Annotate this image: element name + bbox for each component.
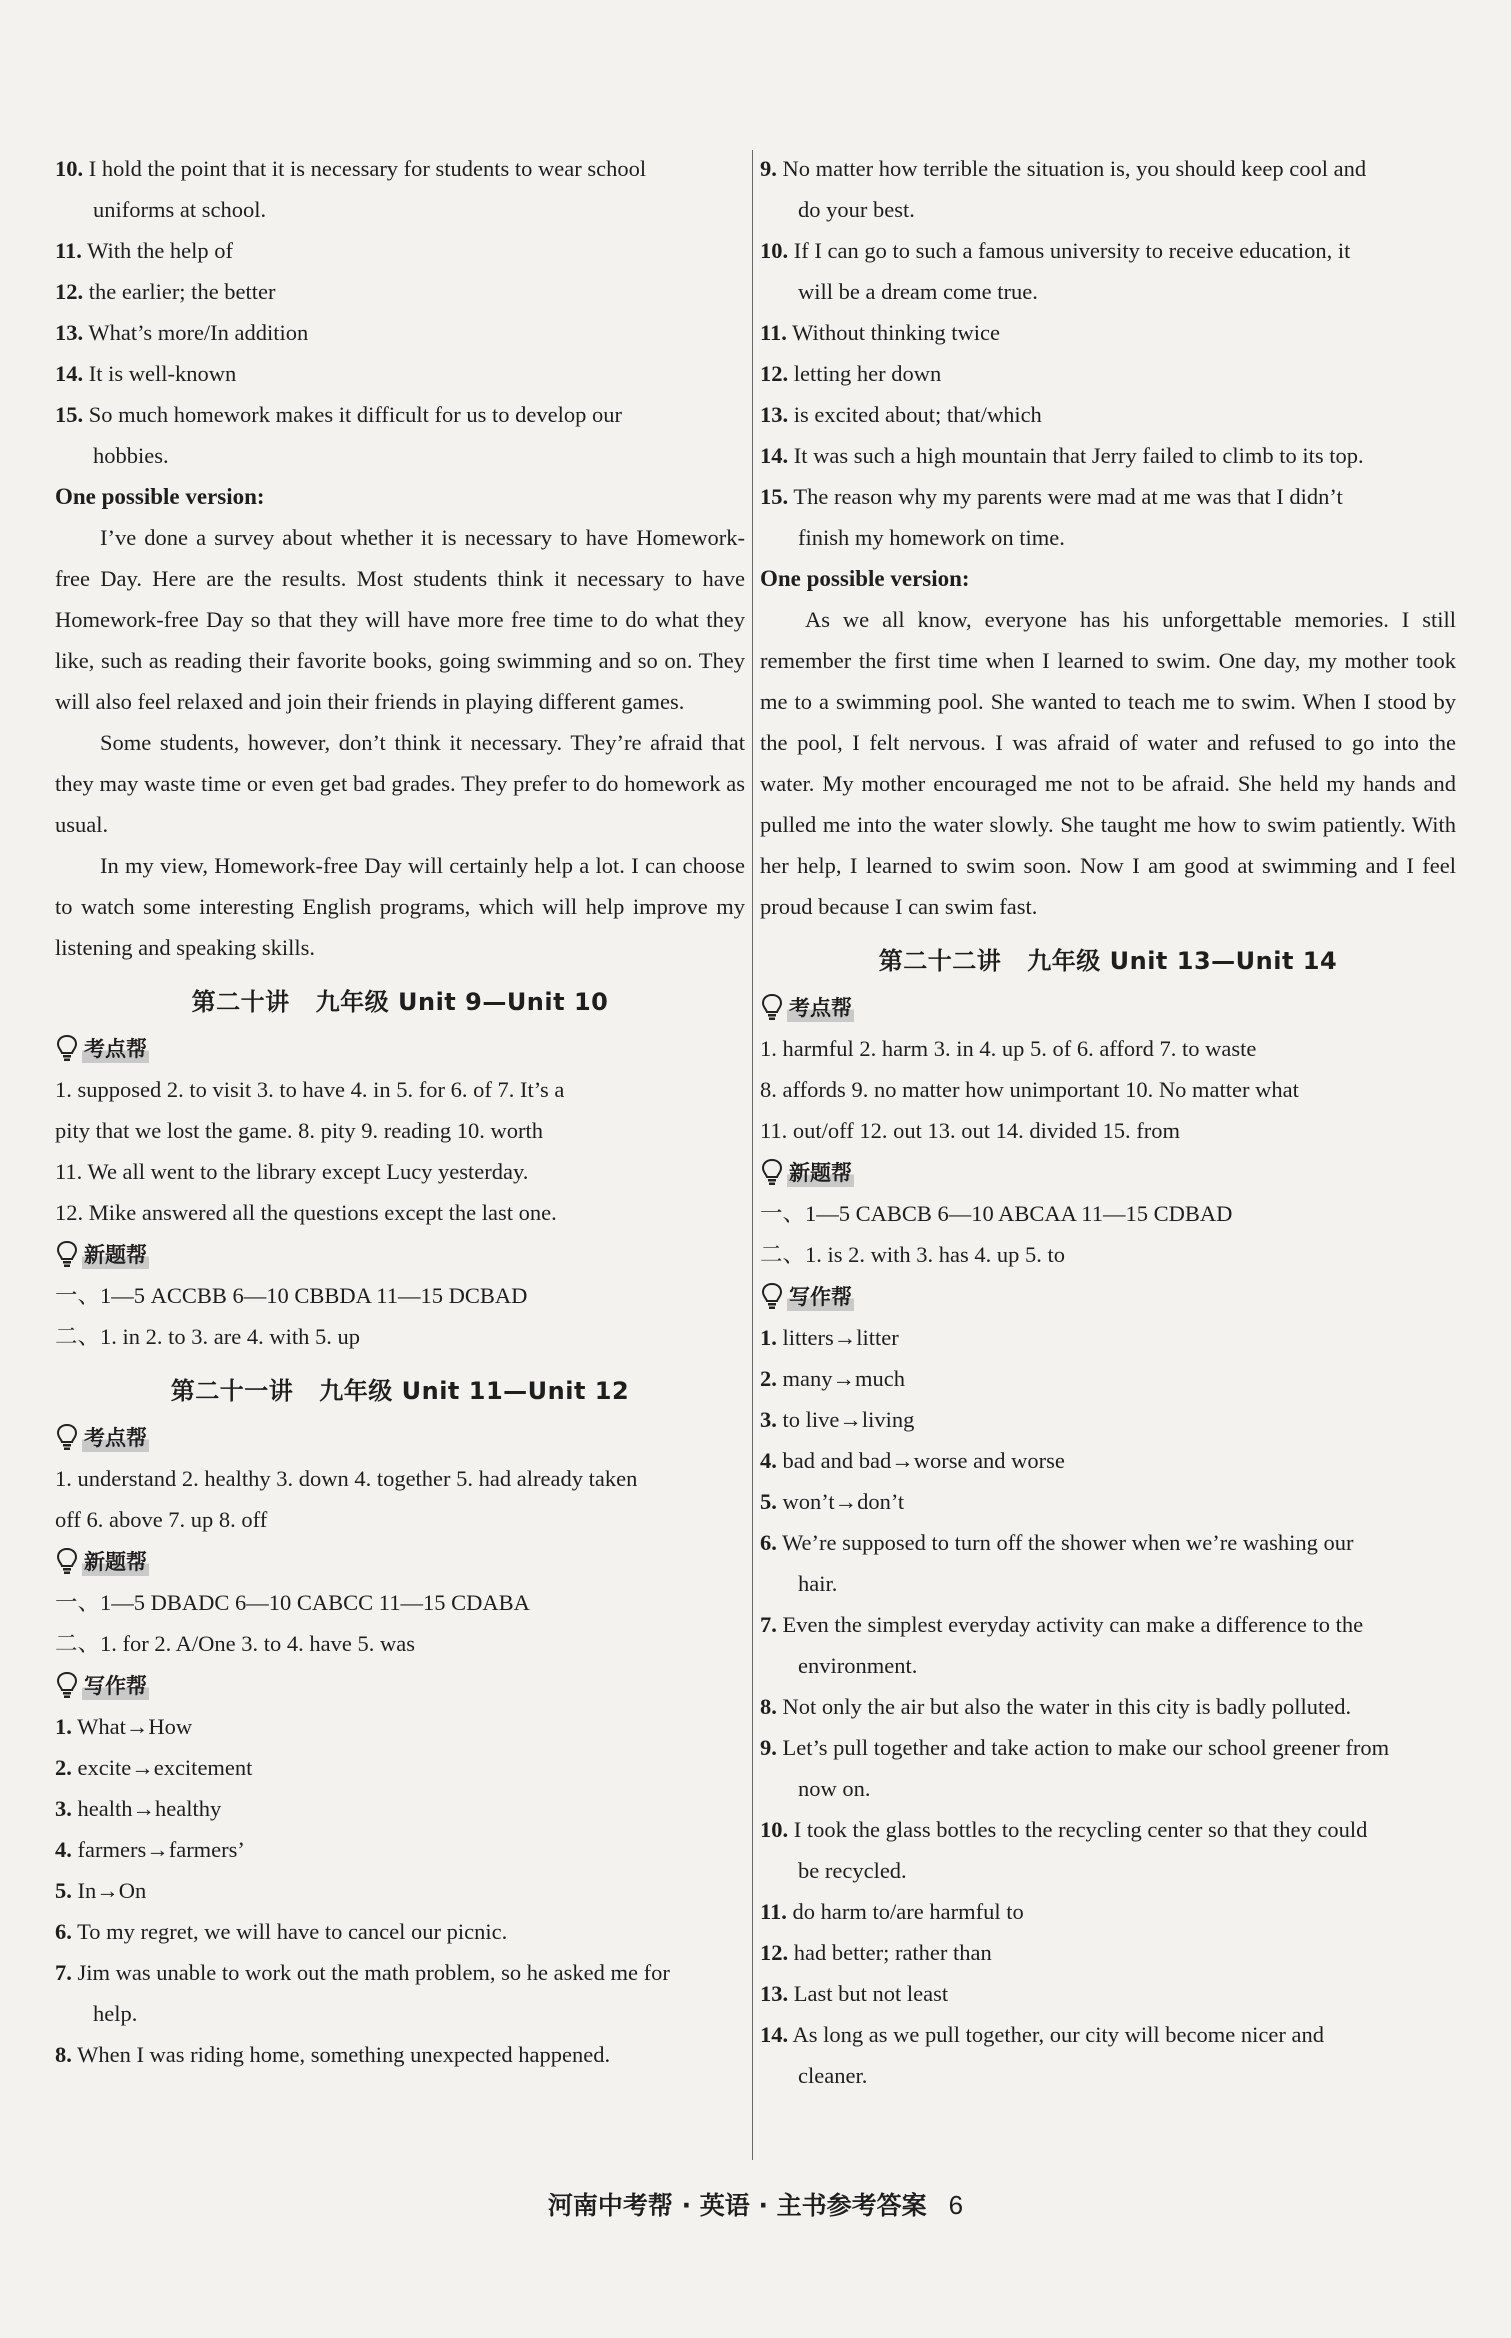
list-item	[55, 1829, 745, 1870]
tag-label: 考点帮	[82, 1422, 149, 1452]
item-text: It was such a high mountain that Jerry failed to climb to its top.	[793, 443, 1364, 468]
item-number: 10.	[760, 1817, 789, 1842]
answer-line: pity that we lost the game. 8. pity 9. reading 10. worth	[55, 1118, 544, 1143]
left-column	[55, 148, 745, 2075]
answer-line: 1. understand 2. healthy 3. down 4. together 5. had already taken	[55, 1466, 638, 1491]
list-item	[55, 312, 745, 353]
xiezuo-list	[760, 1317, 1456, 2096]
item-number: 14.	[760, 443, 789, 468]
item-continuation: now on.	[798, 1776, 871, 1801]
list-item	[55, 230, 745, 271]
item-continuation: will be a dream come true.	[798, 279, 1038, 304]
item-text: excite→excitement	[77, 1755, 253, 1780]
list-item	[760, 1891, 1456, 1932]
item-text: had better; rather than	[793, 1940, 992, 1965]
list-item	[760, 1973, 1456, 2014]
list-item	[55, 271, 745, 312]
item-number: 12.	[760, 1940, 789, 1965]
item-number: 6.	[55, 1919, 72, 1944]
lightbulb-icon	[55, 1547, 79, 1575]
item-continuation: finish my homework on time.	[798, 525, 1065, 550]
answer-line: 11. We all went to the library except Lucy yesterday.	[55, 1159, 529, 1184]
item-number: 12.	[760, 361, 789, 386]
item-number: 8.	[760, 1694, 777, 1719]
version-label: One possible version:	[760, 566, 970, 591]
xiezuo-list	[55, 1706, 745, 2075]
answer-line: 一、1—5 ACCBB 6—10 CBBDA 11—15 DCBAD	[55, 1283, 528, 1308]
item-number: 9.	[760, 156, 777, 181]
list-item	[760, 312, 1456, 353]
list-item	[55, 1952, 745, 1993]
item-text: In→On	[77, 1878, 147, 1903]
tag-label: 考点帮	[787, 992, 854, 1022]
item-text: bad and bad→worse and worse	[782, 1448, 1065, 1473]
list-item	[55, 1788, 745, 1829]
item-continuation: uniforms at school.	[93, 197, 267, 222]
item-continuation: be recycled.	[798, 1858, 907, 1883]
section-title	[55, 1371, 745, 1406]
answer-line: 8. affords 9. no matter how unimportant 10. No matter what	[760, 1077, 1299, 1102]
item-number: 4.	[55, 1837, 72, 1862]
page-number: 6	[948, 2190, 964, 2220]
list-item	[760, 1317, 1456, 1358]
item-text: Even the simplest everyday activity can make a difference to the	[782, 1612, 1364, 1637]
essay-paragraph: I’ve done a survey about whether it is necessary to have Homework-free Day. Here are the results. Most students think it necessary to have Homework-free Day so that they will have more free time to do what they like, such as reading their favorite books, going swimming and so on. They will also feel relaxed and join their friends in playing different games.	[55, 525, 745, 714]
list-item	[55, 394, 745, 435]
section-units: 九年级 Unit 11—Unit 12	[319, 1377, 630, 1405]
list-item	[760, 1399, 1456, 1440]
item-text: As long as we pull together, our city will become nicer and	[792, 2022, 1324, 2047]
tag-label: 考点帮	[82, 1033, 149, 1063]
answer-line: 二、1. in 2. to 3. are 4. with 5. up	[55, 1324, 360, 1349]
list-item	[760, 230, 1456, 271]
list-item	[760, 1358, 1456, 1399]
item-number: 14.	[760, 2022, 789, 2047]
items-list	[55, 148, 745, 476]
item-continuation: environment.	[798, 1653, 918, 1678]
item-text: If I can go to such a famous university to receive education, it	[793, 238, 1351, 263]
list-item	[55, 2034, 745, 2075]
item-number: 10.	[55, 156, 84, 181]
essay	[760, 599, 1456, 927]
list-item	[55, 353, 745, 394]
list-item	[760, 1932, 1456, 1973]
item-continuation: cleaner.	[798, 2063, 868, 2088]
item-number: 1.	[760, 1325, 777, 1350]
list-item	[760, 1727, 1456, 1768]
item-number: 12.	[55, 279, 84, 304]
list-item	[55, 148, 745, 189]
answer-line: 一、1—5 DBADC 6—10 CABCC 11—15 CDABA	[55, 1590, 530, 1615]
essay-paragraph: As we all know, everyone has his unforgettable memories. I still remember the first time when I learned to swim. One day, my mother took me to a swimming pool. She wanted to teach me to swim. When I stood by the pool, I felt nervous. I was afraid of water and refused to go into the water. My mother encouraged me not to be afraid. She held my hands and pulled me into the water slowly. She taught me how to swim patiently. With her help, I learned to swim soon. Now I am good at swimming and I feel proud because I can swim fast.	[760, 607, 1456, 919]
lightbulb-icon	[55, 1423, 79, 1451]
item-text: to live→living	[782, 1407, 915, 1432]
list-item	[55, 1747, 745, 1788]
list-item	[55, 1911, 745, 1952]
item-text: It is well-known	[88, 361, 237, 386]
item-number: 5.	[55, 1878, 72, 1903]
lightbulb-icon	[760, 1158, 784, 1186]
item-text: Let’s pull together and take action to make our school greener from	[782, 1735, 1390, 1760]
item-text: I hold the point that it is necessary for students to wear school	[88, 156, 647, 181]
tag-label: 新题帮	[82, 1239, 149, 1269]
item-text: litters→litter	[782, 1325, 899, 1350]
item-number: 7.	[760, 1612, 777, 1637]
list-item	[760, 1604, 1456, 1645]
list-item	[760, 1522, 1456, 1563]
xiezuo-tag	[760, 1275, 1456, 1317]
right-column	[760, 148, 1456, 2096]
item-number: 8.	[55, 2042, 72, 2067]
list-item	[760, 1440, 1456, 1481]
item-text: Without thinking twice	[792, 320, 1000, 345]
item-number: 9.	[760, 1735, 777, 1760]
item-number: 11.	[760, 1899, 787, 1924]
item-number: 7.	[55, 1960, 72, 1985]
tag-label: 写作帮	[82, 1670, 149, 1700]
section-title	[760, 941, 1456, 976]
answer-line: 12. Mike answered all the questions except the last one.	[55, 1200, 557, 1225]
item-text: many→much	[782, 1366, 905, 1391]
essay-paragraph: Some students, however, don’t think it necessary. They’re afraid that they may waste time or even get bad grades. They prefer to do homework as usual.	[55, 730, 745, 837]
section-number: 第二十二讲	[878, 947, 1002, 975]
item-text: the earlier; the better	[88, 279, 276, 304]
item-number: 13.	[760, 1981, 789, 2006]
list-item	[760, 1686, 1456, 1727]
item-number: 11.	[760, 320, 787, 345]
list-item	[760, 435, 1456, 476]
list-item	[760, 148, 1456, 189]
answer-line: 11. out/off 12. out 13. out 14. divided 15. from	[760, 1118, 1180, 1143]
item-number: 15.	[760, 484, 789, 509]
item-continuation: help.	[93, 2001, 138, 2026]
section-number: 第二十讲	[191, 988, 290, 1016]
item-number: 11.	[55, 238, 82, 263]
item-text: letting her down	[793, 361, 942, 386]
item-number: 13.	[55, 320, 84, 345]
item-text: farmers→farmers’	[77, 1837, 245, 1862]
essay	[55, 517, 745, 968]
kaodian-tag	[55, 1416, 745, 1458]
item-number: 13.	[760, 402, 789, 427]
list-item	[760, 476, 1456, 517]
item-continuation: do your best.	[798, 197, 915, 222]
page-footer	[0, 2186, 1511, 2222]
item-number: 3.	[760, 1407, 777, 1432]
list-item	[760, 1809, 1456, 1850]
item-text: When I was riding home, something unexpected happened.	[77, 2042, 611, 2067]
tag-label: 写作帮	[787, 1281, 854, 1311]
section-title	[55, 982, 745, 1017]
xiezuo-tag	[55, 1664, 745, 1706]
item-text: What→How	[77, 1714, 193, 1739]
item-text: So much homework makes it difficult for us to develop our	[88, 402, 622, 427]
item-text: won’t→don’t	[782, 1489, 905, 1514]
lightbulb-icon	[55, 1671, 79, 1699]
item-text: health→healthy	[77, 1796, 222, 1821]
item-number: 1.	[55, 1714, 72, 1739]
list-item	[760, 353, 1456, 394]
xinti-tag	[760, 1151, 1456, 1193]
item-text: No matter how terrible the situation is, you should keep cool and	[782, 156, 1367, 181]
item-number: 2.	[760, 1366, 777, 1391]
lightbulb-icon	[760, 993, 784, 1021]
answer-line: 二、1. for 2. A/One 3. to 4. have 5. was	[55, 1631, 415, 1656]
items-list	[760, 148, 1456, 558]
item-number: 6.	[760, 1530, 777, 1555]
item-text: Last but not least	[793, 1981, 949, 2006]
item-text: Not only the air but also the water in this city is badly polluted.	[782, 1694, 1352, 1719]
section-units: 九年级 Unit 13—Unit 14	[1027, 947, 1338, 975]
version-label: One possible version:	[55, 484, 265, 509]
item-text: What’s more/In addition	[88, 320, 309, 345]
lightbulb-icon	[55, 1240, 79, 1268]
answer-line: 1. supposed 2. to visit 3. to have 4. in 5. for 6. of 7. It’s a	[55, 1077, 565, 1102]
item-text: To my regret, we will have to cancel our picnic.	[77, 1919, 508, 1944]
tag-label: 新题帮	[82, 1546, 149, 1576]
section-number: 第二十一讲	[170, 1377, 294, 1405]
item-text: is excited about; that/which	[793, 402, 1042, 427]
column-divider	[752, 150, 753, 2160]
item-continuation: hair.	[798, 1571, 838, 1596]
essay-paragraph: In my view, Homework-free Day will certainly help a lot. I can choose to watch some interesting English programs, which will help improve my listening and speaking skills.	[55, 853, 745, 960]
answer-line: off 6. above 7. up 8. off	[55, 1507, 268, 1532]
item-number: 15.	[55, 402, 84, 427]
list-item	[55, 1870, 745, 1911]
answer-line: 二、1. is 2. with 3. has 4. up 5. to	[760, 1242, 1066, 1267]
xinti-tag	[55, 1233, 745, 1275]
item-text: do harm to/are harmful to	[792, 1899, 1024, 1924]
lightbulb-icon	[55, 1034, 79, 1062]
item-number: 10.	[760, 238, 789, 263]
item-number: 5.	[760, 1489, 777, 1514]
section-units: 九年级 Unit 9—Unit 10	[315, 988, 609, 1016]
xinti-tag	[55, 1540, 745, 1582]
item-number: 3.	[55, 1796, 72, 1821]
item-number: 2.	[55, 1755, 72, 1780]
list-item	[760, 1481, 1456, 1522]
item-text: We’re supposed to turn off the shower when we’re washing our	[782, 1530, 1354, 1555]
list-item	[55, 1706, 745, 1747]
answer-line: 一、1—5 CABCB 6—10 ABCAA 11—15 CDBAD	[760, 1201, 1233, 1226]
answer-line: 1. harmful 2. harm 3. in 4. up 5. of 6. afford 7. to waste	[760, 1036, 1257, 1061]
list-item	[760, 394, 1456, 435]
lightbulb-icon	[760, 1282, 784, 1310]
list-item	[760, 2014, 1456, 2055]
item-continuation: hobbies.	[93, 443, 169, 468]
item-text: Jim was unable to work out the math problem, so he asked me for	[77, 1960, 670, 1985]
item-number: 4.	[760, 1448, 777, 1473]
item-text: The reason why my parents were mad at me was that I didn’t	[793, 484, 1343, 509]
footer-title: 河南中考帮 · 英语 · 主书参考答案	[547, 2191, 927, 2220]
kaodian-tag	[55, 1027, 745, 1069]
item-text: I took the glass bottles to the recycling center so that they could	[793, 1817, 1368, 1842]
tag-label: 新题帮	[787, 1157, 854, 1187]
item-number: 14.	[55, 361, 84, 386]
item-text: With the help of	[87, 238, 234, 263]
kaodian-tag	[760, 986, 1456, 1028]
